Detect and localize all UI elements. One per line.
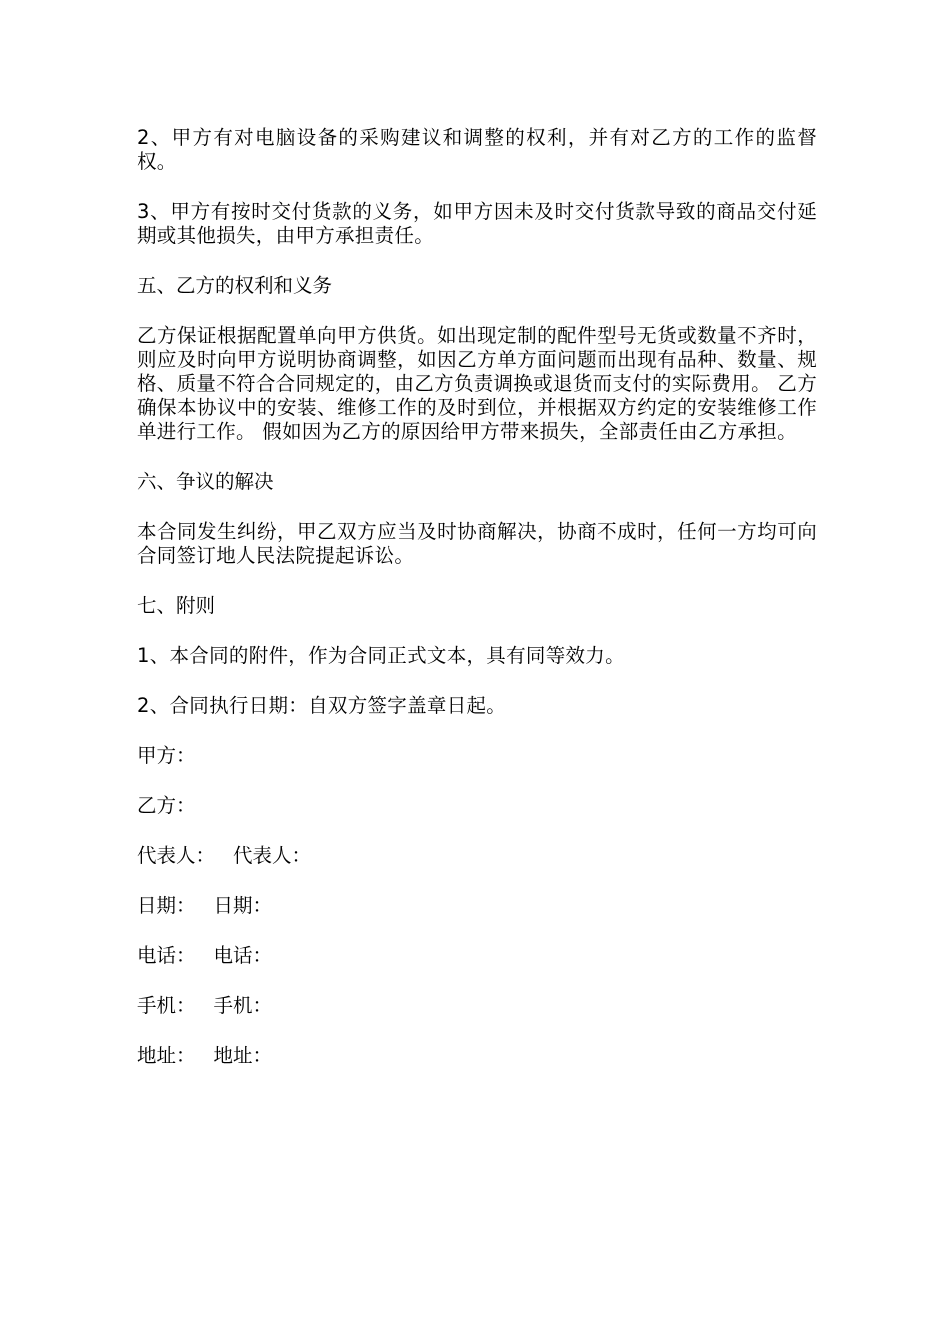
phone-b-label: 电话： (213, 944, 273, 967)
rep-a-label: 代表人： (137, 844, 216, 867)
signature-phone-row (137, 944, 817, 968)
section4-item3: 3、甲方有按时交付货款的义务，如甲方因未及时交付货款导致的商品交付延期或其他损失，由甲方承担责任。 (137, 200, 817, 247)
section4-item2: 2、甲方有对电脑设备的采购建议和调整的权利，并有对乙方的工作的监督权。 (137, 126, 817, 173)
section7-item1: 1、本合同的附件，作为合同正式文本，具有同等效力。 (137, 644, 625, 667)
party-b-label: 乙方： (137, 794, 196, 817)
address-a-label: 地址： (137, 1044, 196, 1067)
document-page (137, 126, 817, 1094)
signature-party-b (137, 794, 817, 818)
section7-item2: 2、合同执行日期：自双方签字盖章日起。 (137, 694, 507, 717)
section7-heading: 七、附则 (137, 594, 216, 617)
section5-heading: 五、乙方的权利和义务 (137, 274, 333, 297)
date-a-label: 日期： (137, 894, 196, 917)
signature-address-row (137, 1044, 817, 1068)
mobile-b-label: 手机： (213, 994, 273, 1017)
address-b-label: 地址： (213, 1044, 273, 1067)
signature-representative-row (137, 844, 817, 868)
section6-body: 本合同发生纠纷，甲乙双方应当及时协商解决，协商不成时，任何一方均可向合同签订地人民法院提起诉讼。 (137, 520, 817, 567)
signature-party-a (137, 744, 817, 768)
signature-date-row (137, 894, 817, 918)
signature-mobile-row (137, 994, 817, 1018)
section6-heading: 六、争议的解决 (137, 470, 274, 493)
rep-b-label: 代表人： (233, 844, 312, 867)
mobile-a-label: 手机： (137, 994, 196, 1017)
party-a-label: 甲方： (137, 744, 196, 767)
section5-body: 乙方保证根据配置单向甲方供货。如出现定制的配件型号无货或数量不齐时，则应及时向甲方说明协商调整，如因乙方单方面问题而出现有品种、数量、规格、质量不符合合同规定的，由乙方负责调换或退货而支付的实际费用。 乙方确保本协议中的安装、维修工作的及时到位，并根据双方约定的安装维修工作单进行工作。 假如因为乙方的原因给甲方带来损失，全部责任由乙方承担。 (137, 324, 817, 443)
date-b-label: 日期： (213, 894, 273, 917)
phone-a-label: 电话： (137, 944, 196, 967)
